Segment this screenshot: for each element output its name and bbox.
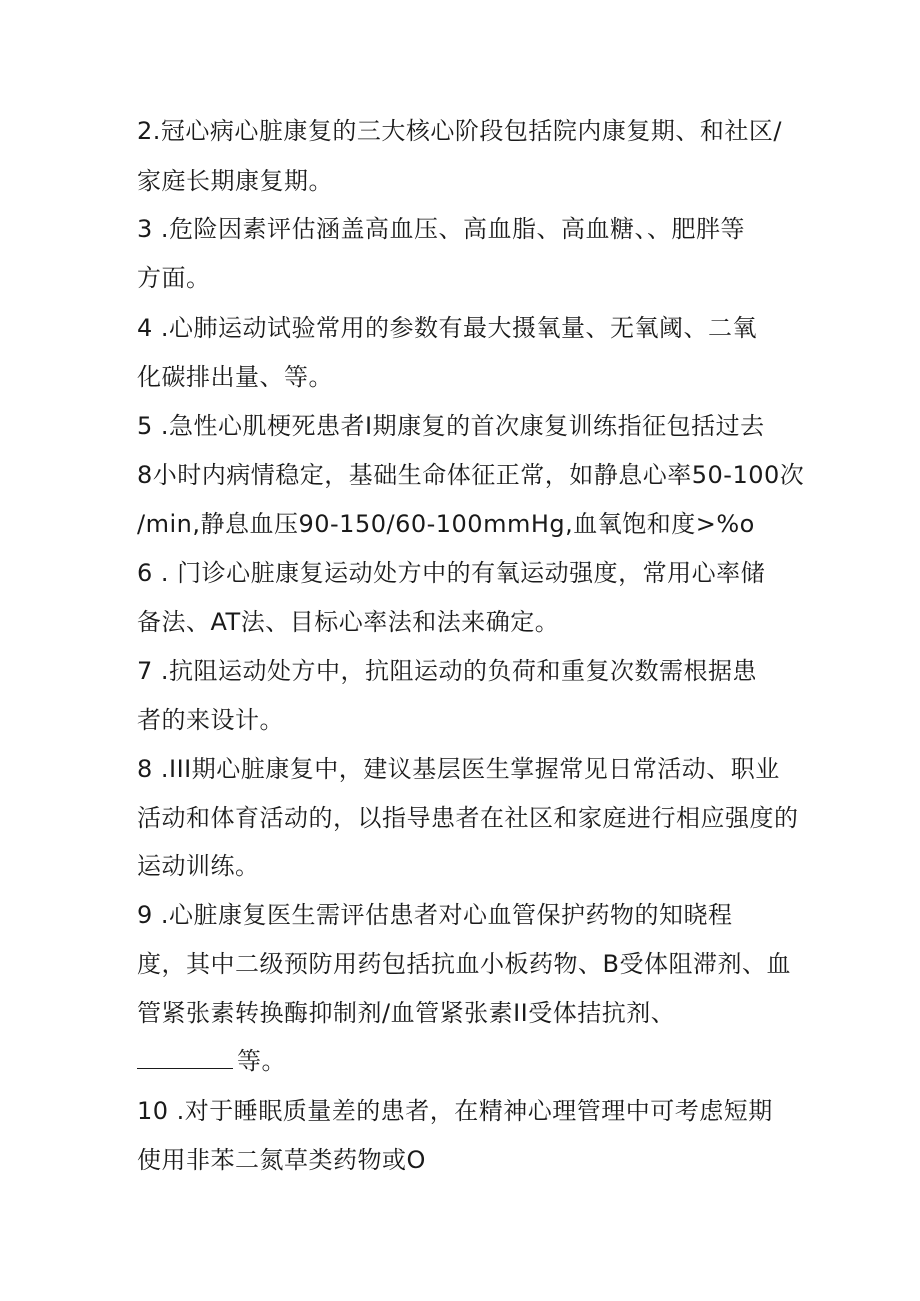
item-10-line-2: 使用非苯二氮草类药物或O — [137, 1146, 426, 1174]
item-8-line-3: 运动训练。 — [137, 852, 260, 880]
item-5-line-1: 5 .急性心肌梗死患者I期康复的首次康复训练指征包括过去 — [137, 412, 765, 440]
item-6-line-1: 6 . 门诊心脏康复运动处方中的有氧运动强度，常用心率储 — [137, 559, 766, 587]
item-6-line-2: 备法、AT法、目标心率法和法来确定。 — [137, 608, 560, 636]
item-4-line-1: 4 .心肺运动试验常用的参数有最大摄氧量、无氧阈、二氧 — [137, 314, 758, 342]
item-3-line-2: 方面。 — [137, 264, 211, 292]
item-2-line-1: 2.冠心病心脏康复的三大核心阶段包括院内康复期、和社区/ — [137, 117, 782, 145]
item-2-line-2: 家庭长期康复期。 — [137, 167, 333, 195]
item-7-line-2: 者的来设计。 — [137, 706, 284, 734]
item-5-line-3: /min,静息血压90-150/60-100mmHg,血氧饱和度>%o — [137, 510, 755, 538]
item-9-line-4-text: 等。 — [237, 1047, 286, 1075]
item-5-line-2: 8小时内病情稳定，基础生命体征正常，如静息心率50-100次 — [137, 461, 805, 489]
item-4-line-2: 化碳排出量、等。 — [137, 363, 333, 391]
item-3-line-1: 3 .危险因素评估涵盖高血压、高血脂、高血糖、、肥胖等 — [137, 215, 746, 243]
item-8-line-1: 8 .III期心脏康复中，建议基层医生掌握常见日常活动、职业 — [137, 755, 780, 783]
item-10-line-1: 10 .对于睡眠质量差的患者，在精神心理管理中可考虑短期 — [137, 1097, 773, 1125]
item-9-line-2: 度，其中二级预防用药包括抗血小板药物、B受体阻滞剂、血 — [137, 950, 791, 978]
item-7-line-1: 7 .抗阻运动处方中，抗阻运动的负荷和重复次数需根据患 — [137, 657, 758, 685]
fill-in-blank — [137, 1052, 233, 1069]
item-9-line-3: 管紧张素转换酶抑制剂/血管紧张素II受体拮抗剂、 — [137, 999, 676, 1027]
item-8-line-2: 活动和体育活动的，以指导患者在社区和家庭进行相应强度的 — [137, 804, 799, 832]
item-9-line-4 — [137, 1046, 286, 1076]
item-9-line-1: 9 .心脏康复医生需评估患者对心血管保护药物的知晓程 — [137, 901, 733, 929]
